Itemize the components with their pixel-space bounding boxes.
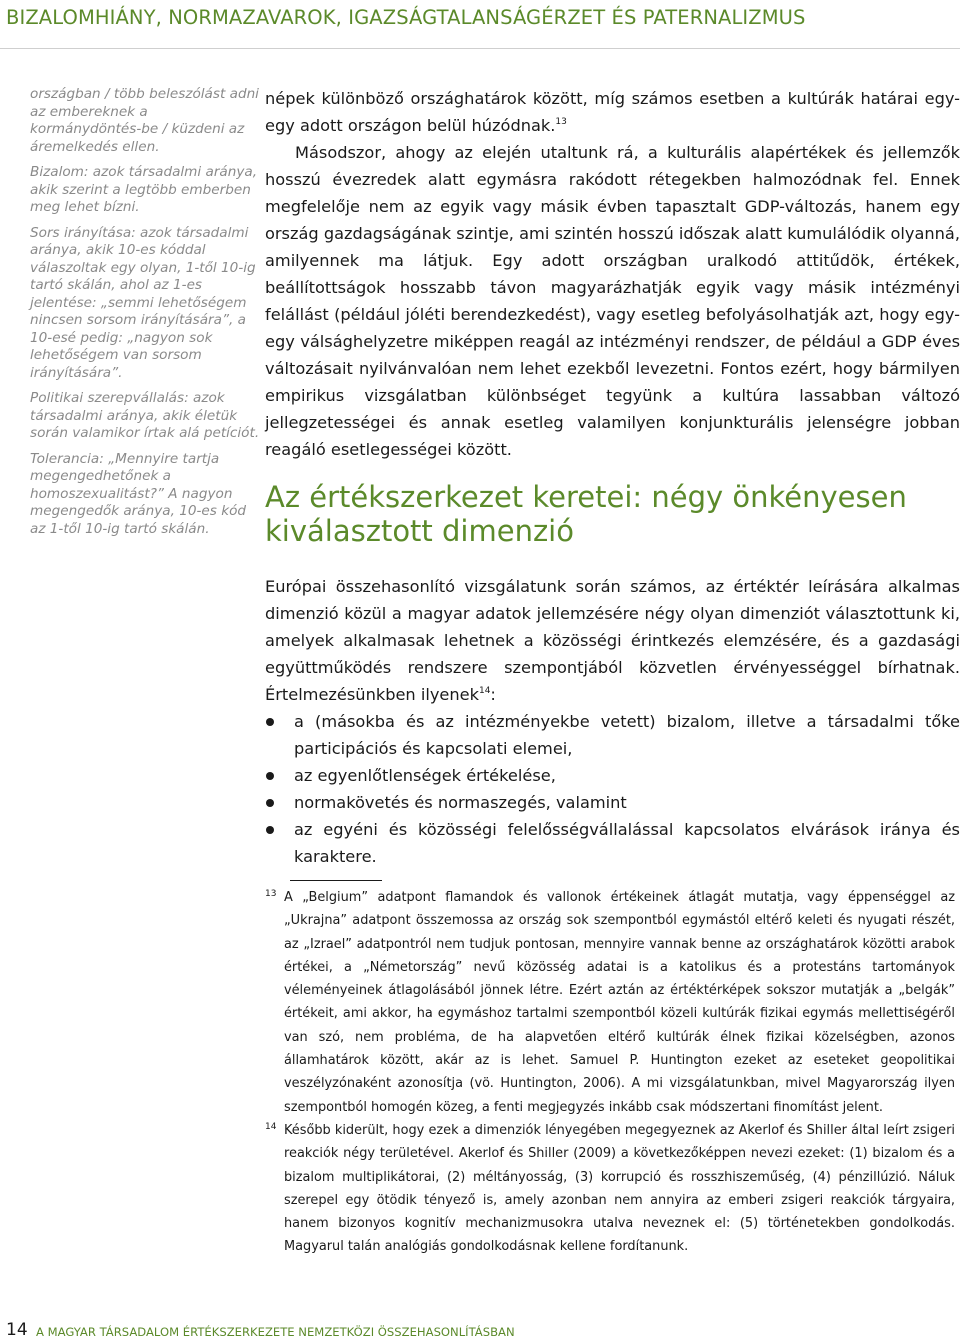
- list-item-text: a (másokba és az intézményekbe vetett) bizalom, illetve a társadalmi tőke participációs és kapcsolati elemei,: [294, 712, 960, 758]
- bullet-icon: [266, 799, 274, 807]
- sidebar-paragraph: Bizalom: azok társadalmi aránya, akik szerint a legtöbb emberben meg lehet bízni.: [30, 164, 258, 215]
- sidebar-paragraph: Politikai szerepvállalás: azok társadalmi aránya, akik életük során valamikor írtak alá petíciót.: [30, 390, 260, 441]
- section-heading: Az értékszerkezet keretei: négy önkényesen kiválasztott dimenzió: [265, 480, 907, 548]
- header-divider: [0, 48, 960, 49]
- page-number: 14: [6, 1320, 28, 1340]
- main-paragraph-text: népek különböző országhatárok között, míg számos esetben a kultúrák határai egy-egy adott országon belül húzódnak.: [265, 89, 960, 135]
- main-text: [265, 85, 960, 463]
- list-item: [265, 816, 960, 870]
- main-paragraph: Másodszor, ahogy az elején utaltunk rá, a kulturális alapértékek és jellemzők hosszú évezredek alatt egymásra rakódott rétegekben halmozódnak fel. Ennek megfelelője nem az egyik vagy másik évben tapasztalt GDP-változás, hanem egy ország gazdagságának szintje, ami szintén hosszú időszak alatt kumulálódik olyanná, amilyennek ma látjuk. Egy adott országban uralkodó attitűdök, értékek, beállítottságok hosszabb távon magyarázhatják egyik vagy másik intézményi felállást (például jóléti berendezkedést), vagy esetleg befolyásolhatják azt, hogy egy-egy válsághelyzetre miképpen reagál az intézményi rendszer, de például a GDP éves változásait nyilvánvalóan nem lehet ezekből levezetni. Fontos ezért, hogy bármilyen empirikus vizsgálatban különbséget tegyünk a kultúra lassabban változó jellegzetességei és annak esetleg valamilyen konjunkturális jelenségre jobban reagáló esetlegességei között.: [265, 143, 960, 459]
- footnote-divider: [290, 880, 382, 881]
- sidebar-paragraph: Tolerancia: „Mennyire tartja megengedhetőnek a homoszexualitást?” A nagyon megengedők aránya, 10-es kód az 1-től 10-ig tartó skálán.: [30, 450, 247, 537]
- list-item-text: normakövetés és normaszegés, valamint: [294, 793, 627, 812]
- section-intro-text: Európai összehasonlító vizsgálatunk során számos, az értéktér leírására alkalmas dimenzió közül a magyar adatok jellemzésére négy olyan dimenziót választottunk ki, amelyek alkalmasak lehetnek a közösségi érintkezés elemzésére, és a gazdasági együttműködés rendszere szempontjából közvetlen érvényességgel bírhatnak. Értelmezésünkben ilyenek: [265, 577, 960, 704]
- list-item-text: az egyenlőtlenségek értékelése,: [294, 766, 556, 785]
- bullet-icon: [266, 718, 274, 726]
- list-item: [265, 789, 960, 816]
- running-header-title: BIZALOMHIÁNY, NORMAZAVAROK, IGAZSÁGTALANSÁGÉRZET ÉS PATERNALIZMUS: [6, 6, 806, 29]
- footnote-ref-13[interactable]: 13: [555, 117, 567, 127]
- list-item: [265, 762, 960, 789]
- section-body: [265, 573, 960, 870]
- main-paragraph-continued: [265, 85, 960, 139]
- footnote-text: Később kiderült, hogy ezek a dimenziók lényegében megegyeznek az Akerlof és Shiller által leírt zsigeri reakciók négy területével. Akerlof és Shiller (2009) a következőképpen nevezi ezeket: (1) bizalom és a bizalom multiplikátorai, (2) méltányosság, (3) korrupció és rosszhiszeműség, (4) pénzillúzió. Náluk szerepel egy ötödik tényező is, amely azonban nem annyira az emberi zsigeri reakciók tárgyaira, hanem bizonyos kognitív mechanizmusokra utalva neveznek el: (5) történetekben gondolkodás. Magyarul talán analógiás gondolkodásnak kellene fordítanunk.: [284, 1122, 955, 1255]
- footnotes: [265, 886, 955, 1259]
- section-intro-colon: :: [490, 685, 496, 704]
- footnote-14: [265, 1119, 955, 1259]
- list-item-text: az egyéni és közösségi felelősségvállalással kapcsolatos elvárások iránya és karaktere.: [294, 820, 960, 866]
- section-intro: [265, 573, 960, 708]
- bullet-icon: [266, 772, 274, 780]
- footer-book-title: A MAGYAR TÁRSADALOM ÉRTÉKSZERKEZETE NEMZETKÖZI ÖSSZEHASONLÍTÁSBAN: [36, 1325, 515, 1339]
- sidebar-definitions: [30, 86, 262, 546]
- footnote-number: 14: [265, 1121, 277, 1132]
- list-item: [265, 708, 960, 762]
- footnote-text: A „Belgium” adatpont flamandok és vallonok értékeinek átlagát mutatja, vagy éppenséggel az „Ukrajna” adatpont összemossa az ország sok szempontból egymástól eltérő keleti és nyugati részét, az „Izrael” adatpontról nem tudjuk pontosan, mennyire vannak benne az országhatárok közötti arabok értékei, a „Németország” nevű közösség adatai is a katolikus és a protestáns tartományok véleményeinek átlagolásából jönnek létre. Ezért aztán az értéktérképek sokszor mutatják a „belgák” értékeit, ami akkor, ha egymáshoz tartalmi szempontból közeli kultúrák fizikai egymás mellettiségéről van szó, nem probléma, de ha alapvetően eltérő kultúrák élnek fizikai közelségben, azonos államhatárok között, akár az is lehet. Samuel P. Huntington ezeket az eseteket geopolitikai veszélyzónaként azonosítja (vö. Huntington, 2006). A mi vizsgálatunkban, mivel Magyarország ilyen szempontból homogén közeg, a fenti megjegyzés inkább csak módszertani finomítást jelent.: [284, 890, 955, 1115]
- sidebar-paragraph: Sors irányítása: azok társadalmi aránya, akik 10-es kóddal válaszoltak egy olyan, 1-től 10-ig tartó skálán, ahol az 1-es jelentése: „semmi lehetőségem nincsen sorsom irányítására”, a 10-esé pedig: „nagyon sok lehetőségem van sorsom irányítására”.: [30, 224, 256, 381]
- footnote-13: [265, 886, 955, 1119]
- bullet-icon: [266, 826, 274, 834]
- sidebar-paragraph: országban / több beleszólást adni az embereknek a kormánydöntés-be / küzdeni az áremelkedés ellen.: [30, 86, 259, 155]
- footnote-ref-14[interactable]: 14: [478, 686, 491, 696]
- dimension-list: [265, 708, 960, 870]
- footnote-number: 13: [265, 889, 277, 899]
